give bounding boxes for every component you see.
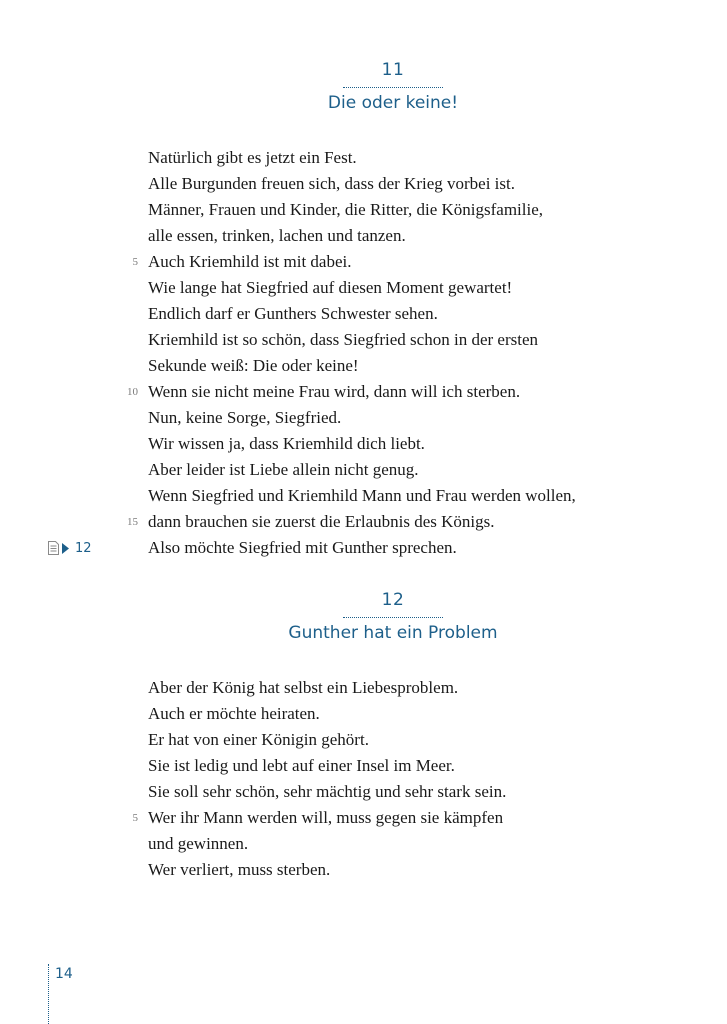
line-text: Sie soll sehr schön, sehr mächtig und sehr stark sein. [148,782,507,801]
line-text: Wer ihr Mann werden will, muss gegen sie kämpfen [148,808,504,827]
text-line [148,701,708,727]
chapter-divider [343,87,443,88]
text-line [148,779,708,805]
document-icon [48,541,59,555]
text-line [148,171,708,197]
line-text: Er hat von einer Königin gehört. [148,730,369,749]
chapter-divider [343,617,443,618]
line-text: Kriemhild ist so schön, dass Siegfried schon in der ersten [148,330,538,349]
line-text: Wir wissen ja, dass Kriemhild dich liebt. [148,434,425,453]
line-text: alle essen, trinken, lachen und tanzen. [148,226,406,245]
line-text: Männer, Frauen und Kinder, die Ritter, die Königsfamilie, [148,200,544,219]
page-number: 14 [55,966,73,982]
line-text: Sekunde weiß: Die oder keine! [148,356,359,375]
chapter-title: Die oder keine! [327,93,459,113]
text-line [148,457,708,483]
line-number: 5 [132,256,138,268]
chapter-number: 12 [381,590,405,610]
line-number: 15 [127,516,138,528]
line-text: Aber leider ist Liebe allein nicht genug. [148,460,419,479]
text-line [148,431,708,457]
text-line [148,831,708,857]
text-line [148,727,708,753]
page-margin-rule [48,964,49,1024]
line-text: Endlich darf er Gunthers Schwester sehen. [148,304,438,323]
line-text: Also möchte Siegfried mit Gunther sprechen. [148,538,457,557]
text-line [132,805,708,831]
text-line [148,275,708,301]
audio-track-marker[interactable] [48,538,92,558]
text-line [148,353,708,379]
line-text: Nun, keine Sorge, Siegfried. [148,408,342,427]
line-text: Alle Burgunden freuen sich, dass der Krieg vorbei ist. [148,174,515,193]
text-line [148,301,708,327]
chapter-text [132,675,708,883]
line-text: Sie ist ledig und lebt auf einer Insel im Meer. [148,756,455,775]
line-text: Auch er möchte heiraten. [148,704,320,723]
text-line [148,675,708,701]
line-text: Natürlich gibt es jetzt ein Fest. [148,148,357,167]
text-line [148,753,708,779]
text-line [148,197,708,223]
track-number: 12 [75,540,92,556]
line-text: Wer verliert, muss sterben. [148,860,331,879]
text-line [148,483,708,509]
text-line [148,857,708,883]
line-text: Aber der König hat selbst ein Liebesproblem. [148,678,459,697]
text-line [148,535,708,561]
play-icon [62,543,69,554]
line-text: Wenn Siegfried und Kriemhild Mann und Frau werden wollen, [148,486,576,505]
line-number: 5 [132,812,138,824]
line-text: und gewinnen. [148,834,249,853]
chapter-text [127,145,708,561]
line-text: Wie lange hat Siegfried auf diesen Moment gewartet! [148,278,513,297]
text-line [132,249,708,275]
text-line [148,327,708,353]
text-line [127,509,708,535]
text-line [148,405,708,431]
line-number: 10 [127,386,138,398]
line-text: Auch Kriemhild ist mit dabei. [148,252,352,271]
line-text: dann brauchen sie zuerst die Erlaubnis des Königs. [148,512,495,531]
text-line [148,145,708,171]
chapter-number: 11 [381,60,405,80]
chapter-title: Gunther hat ein Problem [288,623,498,643]
text-line [127,379,708,405]
text-line [148,223,708,249]
line-text: Wenn sie nicht meine Frau wird, dann will ich sterben. [148,382,521,401]
